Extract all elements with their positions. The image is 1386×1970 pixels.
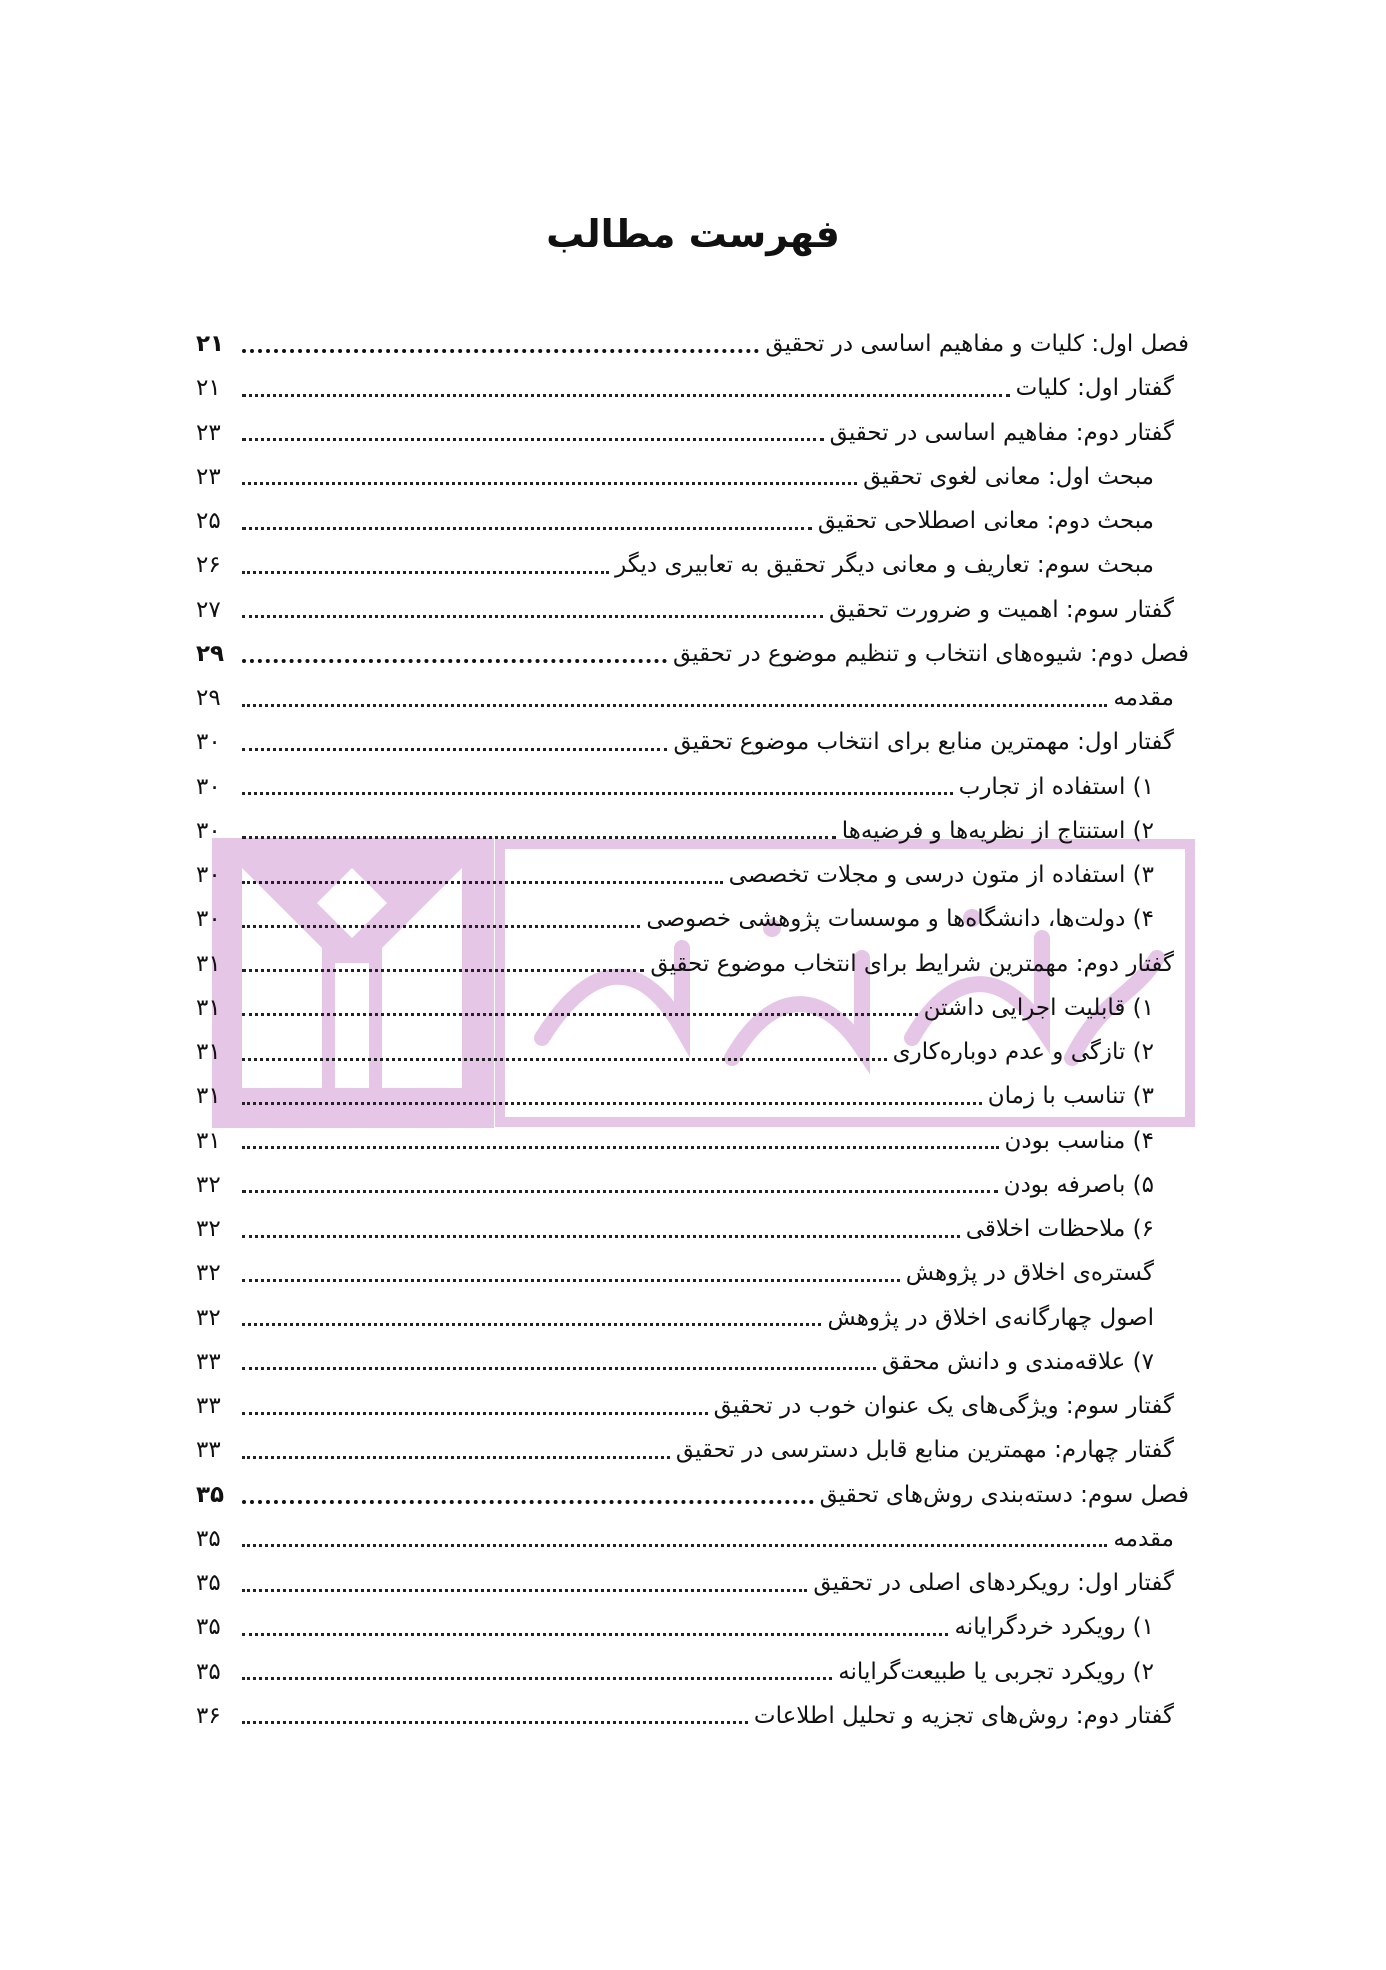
toc-dot-leader <box>242 1721 748 1724</box>
toc-page-number: ۲۷ <box>196 596 221 623</box>
toc-page-number: ۳۰ <box>196 862 221 889</box>
toc-page-number: ۳۵ <box>196 1525 221 1552</box>
toc-page-number: ۳۵ <box>196 1481 225 1508</box>
toc-entry-title: ۲) رویکرد تجربی یا طبیعت‌گرایانه <box>838 1658 1154 1685</box>
toc-dot-leader <box>242 1190 998 1193</box>
toc-dot-leader <box>242 1677 832 1680</box>
toc-dot-leader <box>242 1633 948 1636</box>
toc-page-number: ۳۶ <box>196 1702 221 1729</box>
toc-entry <box>0 1694 1386 1738</box>
toc-entry-title: ۱) قابلیت اجرایی داشتن <box>923 994 1154 1021</box>
toc-dot-leader <box>242 482 857 485</box>
toc-entry-title: گفتار چهارم: مهمترین منابع قابل دسترسی در تحقیق <box>675 1437 1174 1464</box>
toc-entry-title: ۱) رویکرد خردگرایانه <box>954 1614 1154 1641</box>
toc-dot-leader <box>242 748 667 751</box>
toc-dot-leader <box>242 1367 876 1370</box>
toc-dot-leader <box>242 1589 807 1592</box>
toc-entry-title: مقدمه <box>1113 685 1174 712</box>
table-of-contents <box>0 322 1386 1738</box>
toc-dot-leader <box>242 836 836 839</box>
toc-entry-title: ۳) استفاده از متون درسی و مجلات تخصصی <box>728 862 1154 889</box>
toc-dot-leader <box>242 1500 814 1504</box>
toc-dot-leader <box>242 1412 708 1415</box>
toc-entry-title: فصل سوم: دسته‌بندی روش‌های تحقیق <box>819 1481 1189 1508</box>
toc-entry-title: گفتار سوم: ویژگی‌های یک عنوان خوب در تحقیق <box>713 1393 1174 1420</box>
toc-entry-title: گستره‌ی اخلاق در پژوهش <box>905 1260 1154 1287</box>
toc-entry <box>0 986 1386 1030</box>
toc-dot-leader <box>242 704 1107 707</box>
toc-chapter-entry <box>0 632 1386 676</box>
toc-page-number: ۳۳ <box>196 1348 221 1375</box>
toc-entry-title: گفتار دوم: مهمترین شرایط برای انتخاب موضوع تحقیق <box>650 950 1174 977</box>
toc-dot-leader <box>242 571 609 574</box>
toc-entry <box>0 1296 1386 1340</box>
toc-entry <box>0 1384 1386 1428</box>
toc-dot-leader <box>242 1058 887 1061</box>
toc-entry <box>0 809 1386 853</box>
toc-entry-title: فصل دوم: شیوه‌های انتخاب و تنظیم موضوع در تحقیق <box>673 640 1189 667</box>
toc-page-number: ۲۶ <box>196 552 221 579</box>
toc-entry-title: ۵) باصرفه بودن <box>1003 1171 1154 1198</box>
toc-page-number: ۳۰ <box>196 906 221 933</box>
toc-entry <box>0 499 1386 543</box>
toc-page-number: ۲۳ <box>196 419 221 446</box>
toc-page-number: ۲۹ <box>196 640 225 667</box>
toc-entry <box>0 1251 1386 1295</box>
toc-page-number: ۳۱ <box>196 1083 221 1110</box>
toc-dot-leader <box>242 615 823 618</box>
toc-entry <box>0 720 1386 764</box>
toc-dot-leader <box>242 659 667 663</box>
toc-entry-title: گفتار سوم: اهمیت و ضرورت تحقیق <box>829 596 1174 623</box>
toc-entry <box>0 1605 1386 1649</box>
toc-entry <box>0 1561 1386 1605</box>
toc-entry <box>0 588 1386 632</box>
toc-page-number: ۳۱ <box>196 1039 221 1066</box>
toc-dot-leader <box>242 1279 900 1282</box>
toc-entry <box>0 942 1386 986</box>
toc-page-number: ۳۰ <box>196 729 221 756</box>
toc-dot-leader <box>242 394 1010 397</box>
toc-dot-leader <box>242 969 644 972</box>
toc-entry <box>0 1517 1386 1561</box>
toc-entry-title: ۴) مناسب بودن <box>1004 1127 1154 1154</box>
toc-entry-title: گفتار اول: کلیات <box>1015 375 1174 402</box>
toc-entry-title: فصل اول: کلیات و مفاهیم اساسی در تحقیق <box>765 331 1189 358</box>
toc-page-number: ۳۲ <box>196 1304 221 1331</box>
toc-entry <box>0 411 1386 455</box>
toc-chapter-entry <box>0 1473 1386 1517</box>
toc-dot-leader <box>242 349 759 353</box>
toc-entry <box>0 543 1386 587</box>
toc-entry-title: ۲) تازگی و عدم دوباره‌کاری <box>892 1039 1154 1066</box>
toc-dot-leader <box>242 1323 821 1326</box>
toc-page-number: ۳۵ <box>196 1658 221 1685</box>
toc-dot-leader <box>242 1102 982 1105</box>
toc-entry-title: اصول چهارگانه‌ی اخلاق در پژوهش <box>827 1304 1154 1331</box>
toc-page-number: ۲۱ <box>196 375 221 402</box>
toc-page-number: ۳۲ <box>196 1260 221 1287</box>
toc-entry <box>0 765 1386 809</box>
toc-entry <box>0 897 1386 941</box>
toc-entry <box>0 1119 1386 1163</box>
toc-page-number: ۳۲ <box>196 1171 221 1198</box>
toc-entry-title: مبحث دوم: معانی اصطلاحی تحقیق <box>817 508 1154 535</box>
toc-page-number: ۳۱ <box>196 994 221 1021</box>
toc-page-number: ۲۵ <box>196 508 221 535</box>
toc-entry <box>0 1207 1386 1251</box>
toc-entry-title: ۴) دولت‌ها، دانشگاه‌ها و موسسات پژوهشی خصوصی <box>646 906 1154 933</box>
toc-page-number: ۳۰ <box>196 773 221 800</box>
toc-chapter-entry <box>0 322 1386 366</box>
toc-page-number: ۳۵ <box>196 1614 221 1641</box>
toc-page-number: ۳۵ <box>196 1570 221 1597</box>
toc-entry <box>0 1074 1386 1118</box>
toc-entry <box>0 1163 1386 1207</box>
toc-page-number: ۲۳ <box>196 463 221 490</box>
toc-page-number: ۲۹ <box>196 685 221 712</box>
toc-entry <box>0 1340 1386 1384</box>
page-title: فهرست مطالب <box>546 212 840 256</box>
toc-entry-title: گفتار دوم: روش‌های تجزیه و تحلیل اطلاعات <box>753 1702 1174 1729</box>
toc-entry <box>0 455 1386 499</box>
toc-entry-title: ۳) تناسب با زمان <box>987 1083 1154 1110</box>
toc-page-number: ۳۱ <box>196 950 221 977</box>
toc-page-number: ۳۰ <box>196 817 221 844</box>
toc-dot-leader <box>242 881 723 884</box>
toc-entry-title: ۶) ملاحظات اخلاقی <box>965 1216 1154 1243</box>
toc-entry-title: گفتار دوم: مفاهیم اساسی در تحقیق <box>829 419 1174 446</box>
toc-entry <box>0 676 1386 720</box>
toc-entry-title: گفتار اول: مهمترین منابع برای انتخاب موضوع تحقیق <box>673 729 1174 756</box>
toc-dot-leader <box>242 1456 670 1459</box>
toc-dot-leader <box>242 1235 960 1238</box>
toc-dot-leader <box>242 1544 1107 1547</box>
toc-entry-title: مبحث سوم: تعاریف و معانی دیگر تحقیق به تعابیری دیگر <box>615 552 1154 579</box>
toc-dot-leader <box>242 925 640 928</box>
toc-entry-title: گفتار اول: رویکردهای اصلی در تحقیق <box>813 1570 1174 1597</box>
toc-entry <box>0 1030 1386 1074</box>
toc-page-number: ۳۳ <box>196 1393 221 1420</box>
toc-entry-title: مبحث اول: معانی لغوی تحقیق <box>863 463 1154 490</box>
toc-dot-leader <box>242 438 824 441</box>
toc-page-number: ۳۱ <box>196 1127 221 1154</box>
toc-dot-leader <box>242 1013 918 1016</box>
toc-entry <box>0 1650 1386 1694</box>
toc-entry <box>0 366 1386 410</box>
toc-entry-title: ۲) استنتاج از نظریه‌ها و فرضیه‌ها <box>841 817 1154 844</box>
toc-entry-title: مقدمه <box>1113 1525 1174 1552</box>
toc-entry-title: ۷) علاقه‌مندی و دانش محقق <box>881 1348 1154 1375</box>
toc-entry <box>0 1428 1386 1472</box>
toc-page-number: ۳۳ <box>196 1437 221 1464</box>
toc-page-number: ۲۱ <box>196 331 225 358</box>
toc-entry-title: ۱) استفاده از تجارب <box>958 773 1154 800</box>
toc-entry <box>0 853 1386 897</box>
toc-dot-leader <box>242 527 812 530</box>
toc-dot-leader <box>242 792 953 795</box>
toc-dot-leader <box>242 1146 999 1149</box>
toc-page-number: ۳۲ <box>196 1216 221 1243</box>
